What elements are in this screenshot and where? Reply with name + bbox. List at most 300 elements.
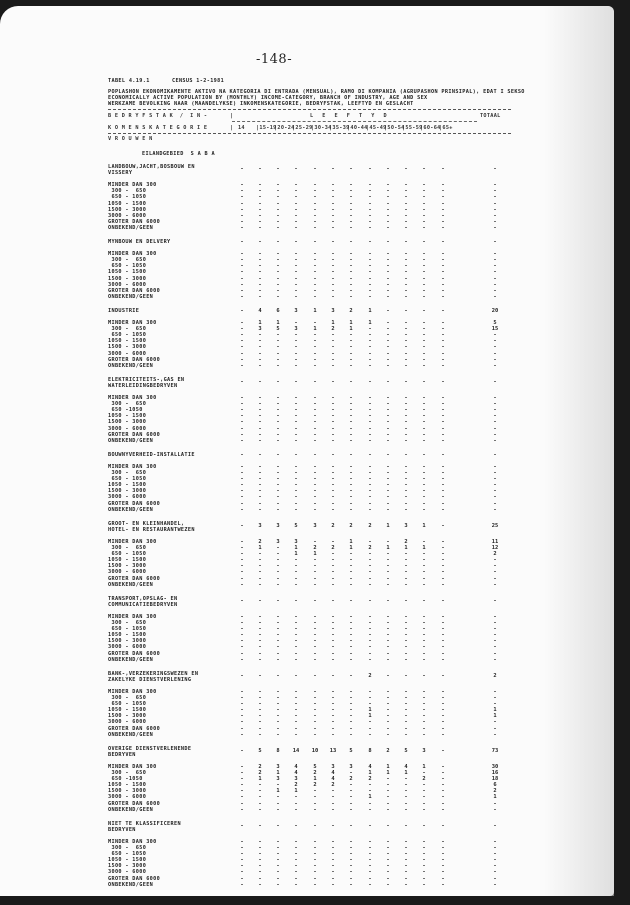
value-cell: - bbox=[349, 656, 353, 663]
value-cell: - bbox=[386, 557, 390, 564]
value-cell: - bbox=[258, 794, 262, 801]
value-cell: - bbox=[441, 257, 445, 264]
value-cell: - bbox=[386, 794, 390, 801]
value-cell: - bbox=[258, 719, 262, 726]
value-cell: - bbox=[294, 413, 298, 420]
income-category-label: 3000 - 6000 bbox=[108, 350, 147, 357]
total-cell: - bbox=[493, 263, 497, 270]
value-cell: - bbox=[386, 800, 390, 807]
value-cell: - bbox=[276, 350, 280, 357]
value-cell: - bbox=[276, 206, 280, 213]
value-cell: 2 bbox=[294, 782, 298, 789]
value-cell: - bbox=[368, 269, 372, 276]
value-cell: - bbox=[331, 494, 335, 501]
value-cell: - bbox=[240, 656, 244, 663]
value-cell: - bbox=[422, 463, 426, 470]
value-cell: - bbox=[240, 838, 244, 845]
value-cell: - bbox=[240, 206, 244, 213]
value-cell: - bbox=[240, 672, 244, 679]
value-cell: - bbox=[404, 656, 408, 663]
value-cell: - bbox=[422, 356, 426, 363]
value-cell: - bbox=[240, 407, 244, 414]
value-cell: 2 bbox=[386, 747, 390, 754]
value-cell: - bbox=[422, 845, 426, 851]
value-cell: - bbox=[240, 251, 244, 258]
value-cell: - bbox=[276, 200, 280, 207]
value-cell: - bbox=[441, 194, 445, 201]
value-cell: - bbox=[240, 307, 244, 314]
total-cell: - bbox=[493, 182, 497, 189]
value-cell: - bbox=[331, 581, 335, 588]
value-cell: - bbox=[276, 188, 280, 195]
value-cell: - bbox=[276, 632, 280, 639]
total-cell: - bbox=[493, 188, 497, 195]
income-category-label: 1050 - 1500 bbox=[108, 707, 147, 714]
value-cell: - bbox=[313, 166, 317, 172]
value-cell: 1 bbox=[386, 770, 390, 776]
value-cell: - bbox=[276, 794, 280, 801]
value-cell: - bbox=[404, 632, 408, 639]
value-cell: - bbox=[313, 470, 317, 476]
value-cell: - bbox=[368, 551, 372, 558]
value-cell: - bbox=[422, 401, 426, 408]
value-cell: - bbox=[441, 506, 445, 513]
value-cell: - bbox=[240, 597, 244, 604]
value-cell: - bbox=[258, 350, 262, 357]
section-heading: BANK-,VERZEKERINGSWEZEN EN bbox=[108, 670, 199, 677]
value-cell: - bbox=[240, 350, 244, 357]
value-cell: - bbox=[404, 672, 408, 679]
total-cell: - bbox=[493, 557, 497, 564]
total-cell: - bbox=[493, 881, 497, 888]
income-category-label: 300 - 650 bbox=[108, 470, 147, 476]
value-cell: - bbox=[276, 425, 280, 432]
value-cell: - bbox=[422, 506, 426, 513]
value-cell: - bbox=[441, 575, 445, 582]
value-cell: - bbox=[368, 413, 372, 420]
value-cell: - bbox=[368, 206, 372, 213]
value-cell: - bbox=[240, 194, 244, 201]
value-cell: - bbox=[386, 224, 390, 231]
value-cell: - bbox=[368, 800, 372, 807]
value-cell: - bbox=[404, 212, 408, 219]
total-cell: - bbox=[493, 194, 497, 201]
income-category-label: 300 - 650 bbox=[108, 257, 147, 264]
section-heading: TRANSPORT,OPSLAG- EN bbox=[108, 595, 178, 602]
value-cell: - bbox=[240, 731, 244, 738]
value-cell: - bbox=[386, 362, 390, 369]
value-cell: - bbox=[313, 251, 317, 258]
value-cell: - bbox=[441, 672, 445, 679]
value-cell: - bbox=[240, 632, 244, 639]
value-cell: - bbox=[368, 332, 372, 339]
value-cell: - bbox=[276, 194, 280, 201]
value-cell: - bbox=[404, 251, 408, 258]
value-cell: - bbox=[331, 224, 335, 231]
value-cell: 3 bbox=[404, 522, 408, 529]
total-cell: - bbox=[493, 425, 497, 432]
value-cell: - bbox=[386, 263, 390, 270]
value-cell: - bbox=[404, 551, 408, 558]
value-cell: - bbox=[349, 672, 353, 679]
value-cell: - bbox=[441, 224, 445, 231]
total-cell: - bbox=[493, 395, 497, 401]
value-cell: - bbox=[368, 725, 372, 732]
value-cell: 2 bbox=[349, 522, 353, 529]
value-cell: - bbox=[276, 800, 280, 807]
total-cell: 6 bbox=[493, 782, 497, 789]
value-cell: - bbox=[404, 470, 408, 476]
value-cell: 8 bbox=[368, 747, 372, 754]
income-category-label: 1050 - 1500 bbox=[108, 413, 147, 420]
value-cell: - bbox=[276, 695, 280, 701]
value-cell: - bbox=[240, 770, 244, 776]
value-cell: - bbox=[240, 200, 244, 207]
value-cell: 3 bbox=[276, 522, 280, 529]
value-cell: - bbox=[331, 476, 335, 483]
value-cell: - bbox=[331, 597, 335, 604]
value-cell: - bbox=[313, 194, 317, 201]
value-cell: - bbox=[441, 851, 445, 858]
value-cell: - bbox=[386, 320, 390, 326]
value-cell: - bbox=[276, 251, 280, 258]
value-cell: - bbox=[368, 688, 372, 695]
census-date: CENSUS 1-2-1981 bbox=[172, 78, 225, 84]
value-cell: - bbox=[313, 857, 317, 864]
value-cell: - bbox=[294, 569, 298, 576]
income-category-label: ONBEKEND/GEEN bbox=[108, 656, 154, 663]
value-cell: 3 bbox=[276, 538, 280, 545]
income-category-label: MINDER DAN 300 bbox=[108, 395, 157, 401]
value-cell: - bbox=[368, 263, 372, 270]
value-cell: - bbox=[313, 437, 317, 444]
value-cell: - bbox=[404, 326, 408, 333]
value-cell: - bbox=[349, 644, 353, 651]
title-english: ECONOMICALLY ACTIVE POPULATION BY (MONTHLY) INCOME-CATEGORY, BRANCH OF INDUSTRY, AGE AND SEX bbox=[108, 95, 428, 101]
value-cell: - bbox=[331, 488, 335, 495]
value-cell: - bbox=[386, 200, 390, 207]
value-cell: - bbox=[422, 581, 426, 588]
value-cell: - bbox=[441, 269, 445, 276]
value-cell: - bbox=[258, 707, 262, 714]
value-cell: - bbox=[276, 638, 280, 645]
value-cell: - bbox=[441, 425, 445, 432]
value-cell: - bbox=[349, 650, 353, 657]
value-cell: - bbox=[276, 701, 280, 708]
value-cell: - bbox=[349, 425, 353, 432]
value-cell: - bbox=[441, 239, 445, 245]
value-cell: - bbox=[258, 788, 262, 795]
value-cell: - bbox=[386, 463, 390, 470]
value-cell: - bbox=[368, 194, 372, 201]
value-cell: 1 bbox=[386, 763, 390, 770]
value-cell: - bbox=[313, 719, 317, 726]
value-cell: - bbox=[441, 206, 445, 213]
value-cell: - bbox=[258, 869, 262, 876]
value-cell: - bbox=[258, 620, 262, 626]
value-cell: 1 bbox=[422, 522, 426, 529]
value-cell: - bbox=[313, 613, 317, 620]
value-cell: - bbox=[294, 431, 298, 438]
value-cell: - bbox=[368, 251, 372, 258]
value-cell: - bbox=[404, 857, 408, 864]
value-cell: - bbox=[258, 263, 262, 270]
value-cell: - bbox=[240, 413, 244, 420]
value-cell: - bbox=[349, 344, 353, 351]
value-cell: - bbox=[276, 845, 280, 851]
value-cell: - bbox=[441, 320, 445, 326]
value-cell: - bbox=[294, 419, 298, 426]
value-cell: - bbox=[294, 638, 298, 645]
value-cell: - bbox=[258, 407, 262, 414]
income-category-label: 1500 - 3000 bbox=[108, 206, 147, 213]
income-category-label: 300 - 650 bbox=[108, 695, 147, 701]
value-cell: - bbox=[313, 863, 317, 870]
value-cell: - bbox=[276, 463, 280, 470]
value-cell: - bbox=[368, 869, 372, 876]
value-cell: - bbox=[404, 356, 408, 363]
value-cell: - bbox=[368, 326, 372, 333]
value-cell: 5 bbox=[294, 522, 298, 529]
value-cell: - bbox=[258, 194, 262, 201]
column-header: |25-29 bbox=[292, 125, 313, 131]
value-cell: - bbox=[386, 701, 390, 708]
value-cell: - bbox=[331, 470, 335, 476]
value-cell: - bbox=[349, 822, 353, 829]
value-cell: - bbox=[349, 407, 353, 414]
total-cell: - bbox=[493, 287, 497, 294]
value-cell: - bbox=[331, 437, 335, 444]
value-cell: - bbox=[422, 419, 426, 426]
value-cell: - bbox=[368, 632, 372, 639]
value-cell: - bbox=[349, 881, 353, 888]
value-cell: - bbox=[349, 332, 353, 339]
income-category-label: MINDER DAN 300 bbox=[108, 838, 157, 845]
value-cell: - bbox=[349, 713, 353, 720]
value-cell: - bbox=[331, 482, 335, 489]
income-category-label: MINDER DAN 300 bbox=[108, 538, 157, 545]
value-cell: - bbox=[240, 356, 244, 363]
value-cell: - bbox=[240, 688, 244, 695]
value-cell: - bbox=[258, 437, 262, 444]
value-cell: - bbox=[258, 581, 262, 588]
value-cell: - bbox=[294, 251, 298, 258]
value-cell: - bbox=[368, 470, 372, 476]
value-cell: - bbox=[404, 863, 408, 870]
value-cell: - bbox=[368, 581, 372, 588]
value-cell: - bbox=[258, 451, 262, 458]
value-cell: - bbox=[368, 218, 372, 225]
value-cell: - bbox=[313, 378, 317, 385]
value-cell: - bbox=[386, 644, 390, 651]
value-cell: - bbox=[422, 563, 426, 570]
value-cell: - bbox=[404, 506, 408, 513]
value-cell: - bbox=[258, 251, 262, 258]
total-cell: 2 bbox=[493, 551, 497, 558]
value-cell: - bbox=[386, 275, 390, 282]
value-cell: - bbox=[294, 672, 298, 679]
value-cell: - bbox=[313, 731, 317, 738]
header-leeftyd: L E E F T Y D bbox=[310, 113, 390, 119]
income-category-label: GROTER DAN 6000 bbox=[108, 500, 161, 507]
value-cell: - bbox=[240, 644, 244, 651]
value-cell: - bbox=[386, 407, 390, 414]
value-cell: - bbox=[404, 476, 408, 483]
value-cell: - bbox=[349, 419, 353, 426]
value-cell: - bbox=[386, 851, 390, 858]
value-cell: - bbox=[422, 626, 426, 633]
value-cell: - bbox=[258, 695, 262, 701]
value-cell: - bbox=[441, 875, 445, 882]
value-cell: - bbox=[313, 413, 317, 420]
value-cell: - bbox=[276, 451, 280, 458]
value-cell: - bbox=[294, 263, 298, 270]
value-cell: - bbox=[331, 881, 335, 888]
value-cell: - bbox=[368, 407, 372, 414]
value-cell: - bbox=[331, 557, 335, 564]
value-cell: - bbox=[331, 287, 335, 294]
value-cell: - bbox=[386, 806, 390, 813]
value-cell: - bbox=[294, 688, 298, 695]
value-cell: - bbox=[240, 239, 244, 245]
income-category-label: 650 - 1050 bbox=[108, 551, 147, 558]
total-cell: - bbox=[493, 838, 497, 845]
value-cell: - bbox=[331, 620, 335, 626]
value-cell: - bbox=[386, 437, 390, 444]
total-cell: - bbox=[493, 644, 497, 651]
value-cell: - bbox=[258, 482, 262, 489]
value-cell: - bbox=[313, 206, 317, 213]
value-cell: - bbox=[240, 494, 244, 501]
value-cell: - bbox=[386, 338, 390, 345]
value-cell: - bbox=[313, 362, 317, 369]
value-cell: - bbox=[349, 731, 353, 738]
value-cell: - bbox=[258, 332, 262, 339]
value-cell: 5 bbox=[404, 747, 408, 754]
value-cell: - bbox=[313, 506, 317, 513]
total-cell: - bbox=[493, 701, 497, 708]
value-cell: - bbox=[441, 395, 445, 401]
section-heading: INDUSTRIE bbox=[108, 307, 140, 314]
value-cell: - bbox=[313, 597, 317, 604]
value-cell: - bbox=[349, 200, 353, 207]
value-cell: - bbox=[313, 672, 317, 679]
value-cell: - bbox=[441, 251, 445, 258]
value-cell: - bbox=[276, 838, 280, 845]
total-cell: - bbox=[493, 638, 497, 645]
value-cell: - bbox=[441, 701, 445, 708]
value-cell: - bbox=[240, 869, 244, 876]
value-cell: - bbox=[422, 188, 426, 195]
value-cell: - bbox=[386, 857, 390, 864]
value-cell: - bbox=[422, 212, 426, 219]
header-divider: | bbox=[230, 125, 234, 131]
value-cell: 2 bbox=[258, 538, 262, 545]
value-cell: - bbox=[386, 500, 390, 507]
income-category-label: 3000 - 6000 bbox=[108, 569, 147, 576]
value-cell: - bbox=[294, 838, 298, 845]
total-cell: 73 bbox=[491, 747, 499, 754]
value-cell: - bbox=[422, 332, 426, 339]
value-cell: - bbox=[404, 563, 408, 570]
value-cell: - bbox=[294, 451, 298, 458]
value-cell: - bbox=[441, 644, 445, 651]
value-cell: - bbox=[258, 269, 262, 276]
value-cell: 2 bbox=[258, 770, 262, 776]
value-cell: - bbox=[349, 338, 353, 345]
income-category-label: GROTER DAN 6000 bbox=[108, 287, 161, 294]
value-cell: - bbox=[368, 701, 372, 708]
value-cell: - bbox=[331, 613, 335, 620]
value-cell: - bbox=[313, 350, 317, 357]
value-cell: - bbox=[276, 239, 280, 245]
value-cell: - bbox=[441, 463, 445, 470]
value-cell: - bbox=[313, 881, 317, 888]
value-cell: - bbox=[422, 782, 426, 789]
income-category-label: 3000 - 6000 bbox=[108, 794, 147, 801]
value-cell: - bbox=[331, 656, 335, 663]
value-cell: - bbox=[276, 656, 280, 663]
value-cell: - bbox=[331, 538, 335, 545]
value-cell: - bbox=[386, 350, 390, 357]
value-cell: - bbox=[313, 494, 317, 501]
value-cell: - bbox=[349, 506, 353, 513]
column-header: |50-54 bbox=[384, 125, 405, 131]
section-heading: BEDRYVEN bbox=[108, 826, 136, 833]
value-cell: - bbox=[386, 563, 390, 570]
value-cell: - bbox=[313, 463, 317, 470]
value-cell: - bbox=[386, 881, 390, 888]
value-cell: - bbox=[294, 344, 298, 351]
value-cell: - bbox=[331, 166, 335, 172]
value-cell: - bbox=[258, 200, 262, 207]
value-cell: - bbox=[368, 395, 372, 401]
total-cell: - bbox=[493, 482, 497, 489]
value-cell: - bbox=[386, 688, 390, 695]
value-cell: - bbox=[368, 620, 372, 626]
income-category-label: 3000 - 6000 bbox=[108, 644, 147, 651]
value-cell: - bbox=[276, 488, 280, 495]
value-cell: - bbox=[386, 822, 390, 829]
value-cell: - bbox=[294, 239, 298, 245]
value-cell: - bbox=[240, 581, 244, 588]
value-cell: - bbox=[313, 794, 317, 801]
value-cell: - bbox=[313, 575, 317, 582]
value-cell: - bbox=[422, 224, 426, 231]
value-cell: - bbox=[258, 338, 262, 345]
value-cell: - bbox=[294, 626, 298, 633]
value-cell: - bbox=[386, 695, 390, 701]
value-cell: - bbox=[368, 881, 372, 888]
income-category-label: MINDER DAN 300 bbox=[108, 613, 157, 620]
value-cell: - bbox=[386, 626, 390, 633]
value-cell: - bbox=[258, 166, 262, 172]
value-cell: - bbox=[240, 747, 244, 754]
value-cell: - bbox=[258, 613, 262, 620]
value-cell: - bbox=[349, 575, 353, 582]
title-dutch: WERKZAME BEVOLKING NAAR (MAANDELYKSE) INKOMENSKATEGORIE, BEDRYFSTAK, LEEFTYD EN GESLACHT bbox=[108, 101, 414, 107]
value-cell: - bbox=[404, 239, 408, 245]
income-category-label: 1050 - 1500 bbox=[108, 632, 147, 639]
income-category-label: 650 - 1050 bbox=[108, 701, 147, 708]
value-cell: 4 bbox=[294, 763, 298, 770]
value-cell: - bbox=[368, 200, 372, 207]
value-cell: - bbox=[294, 182, 298, 189]
total-cell: - bbox=[493, 488, 497, 495]
value-cell: - bbox=[258, 845, 262, 851]
value-cell: - bbox=[386, 431, 390, 438]
value-cell: - bbox=[404, 218, 408, 225]
